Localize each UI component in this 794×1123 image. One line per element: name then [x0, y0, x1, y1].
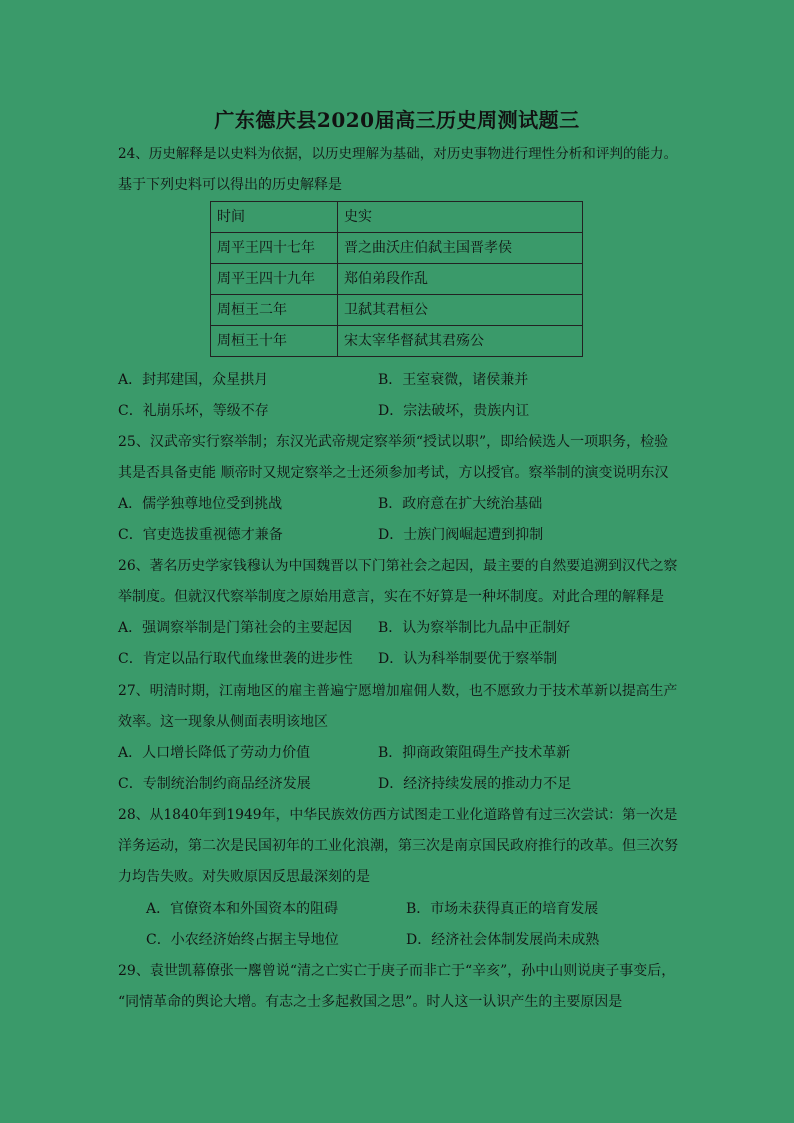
q25-option-c: C．官吏选拔重视德才兼备 — [118, 527, 283, 543]
q29-stem-line-1: 29、袁世凯幕僚张一麐曾说“清之亡实亡于庚子而非亡于“辛亥”，孙中山则说庚子事变后， — [118, 963, 676, 979]
q28-stem-line-3: 力均告失败。对失败原因反思最深刻的是 — [118, 869, 370, 885]
q26-option-c: C．肯定以品行取代血缘世袭的进步性 — [118, 651, 353, 667]
q28-stem-line-2: 洋务运动，第二次是民国初年的工业化浪潮，第三次是南京国民政府推行的改革。但三次努 — [118, 838, 678, 854]
table-header-row — [211, 202, 583, 233]
q26-option-d: D．认为科举制要优于察举制 — [378, 651, 558, 667]
q25-stem-line-1: 25、汉武帝实行察举制；东汉光武帝规定察举须“授试以职”，即给候选人一项职务，检验 — [118, 434, 669, 450]
q28-option-d: D．经济社会体制发展尚未成熟 — [406, 932, 600, 948]
q25-option-a: A．儒学独尊地位受到挑战 — [118, 496, 283, 512]
q27-stem-line-1: 27、明清时期，江南地区的雇主普遍宁愿增加雇佣人数，也不愿致力于技术革新以提高生产 — [118, 683, 678, 699]
q28-option-a: A．官僚资本和外国资本的阻碍 — [146, 901, 339, 917]
q24-stem-line-1: 24、历史解释是以史料为依据，以历史理解为基础，对历史事物进行理性分析和评判的能力。 — [118, 146, 678, 162]
q24-option-b: B．王室衰微，诸侯兼并 — [378, 372, 529, 388]
table-row — [211, 326, 583, 357]
q29-stem-line-2: “同情革命的舆论大增。有志之士多起救国之思”。时人这一认识产生的主要原因是 — [118, 994, 623, 1010]
q26-option-b: B．认为察举制比九品中正制好 — [378, 620, 571, 636]
q24-option-c: C．礼崩乐坏，等级不存 — [118, 403, 269, 419]
q27-option-d: D．经济持续发展的推动力不足 — [378, 776, 572, 792]
table-row — [211, 295, 583, 326]
table-header-time: 时间 — [211, 202, 338, 233]
q25-option-d: D．士族门阀崛起遭到抑制 — [378, 527, 544, 543]
q26-stem-line-2: 举制度。但就汉代察举制度之原始用意言，实在不好算是一种坏制度。对此合理的解释是 — [118, 589, 664, 605]
q26-stem-line-1: 26、著名历史学家钱穆认为中国魏晋以下门第社会之起因，最主要的自然要追溯到汉代之察 — [118, 558, 678, 574]
q27-option-b: B．抑商政策阻碍生产技术革新 — [378, 745, 571, 761]
q24-option-d: D．宗法破坏，贵族内讧 — [378, 403, 530, 419]
table-cell-fact: 宋太宰华督弑其君殇公 — [338, 326, 583, 357]
q25-stem-line-2: 其是否具备吏能 顺帝时又规定察举之士还须参加考试，方以授官。察举制的演变说明东汉 — [118, 465, 669, 481]
q28-option-b: B．市场未获得真正的培育发展 — [406, 901, 599, 917]
q26-option-a: A．强调察举制是门第社会的主要起因 — [118, 620, 353, 636]
table-cell-fact: 晋之曲沃庄伯弑主国晋孝侯 — [338, 233, 583, 264]
table-cell-time: 周桓王二年 — [211, 295, 338, 326]
q27-option-c: C．专制统治制约商品经济发展 — [118, 776, 311, 792]
q24-option-a: A．封邦建国，众星拱月 — [118, 372, 269, 388]
table-row — [211, 264, 583, 295]
table-row — [211, 233, 583, 264]
table-cell-fact: 郑伯弟段作乱 — [338, 264, 583, 295]
page-title: 广东德庆县2020届高三历史周测试题三 — [214, 108, 580, 132]
table-cell-time: 周平王四十七年 — [211, 233, 338, 264]
q28-stem-line-1: 28、从1840年到1949年，中华民族效仿西方试图走工业化道路曾有过三次尝试：第一次是 — [118, 807, 678, 823]
q27-stem-line-2: 效率。这一现象从侧面表明该地区 — [118, 714, 328, 730]
q27-option-a: A．人口增长降低了劳动力价值 — [118, 745, 311, 761]
q28-option-c: C．小农经济始终占据主导地位 — [146, 932, 339, 948]
q24-stem-line-2: 基于下列史料可以得出的历史解释是 — [118, 177, 342, 193]
table-cell-time: 周桓王十年 — [211, 326, 338, 357]
table-header-fact: 史实 — [338, 202, 583, 233]
table-cell-fact: 卫弑其君桓公 — [338, 295, 583, 326]
table-cell-time: 周平王四十九年 — [211, 264, 338, 295]
q25-option-b: B．政府意在扩大统治基础 — [378, 496, 543, 512]
q24-source-table — [210, 201, 583, 357]
